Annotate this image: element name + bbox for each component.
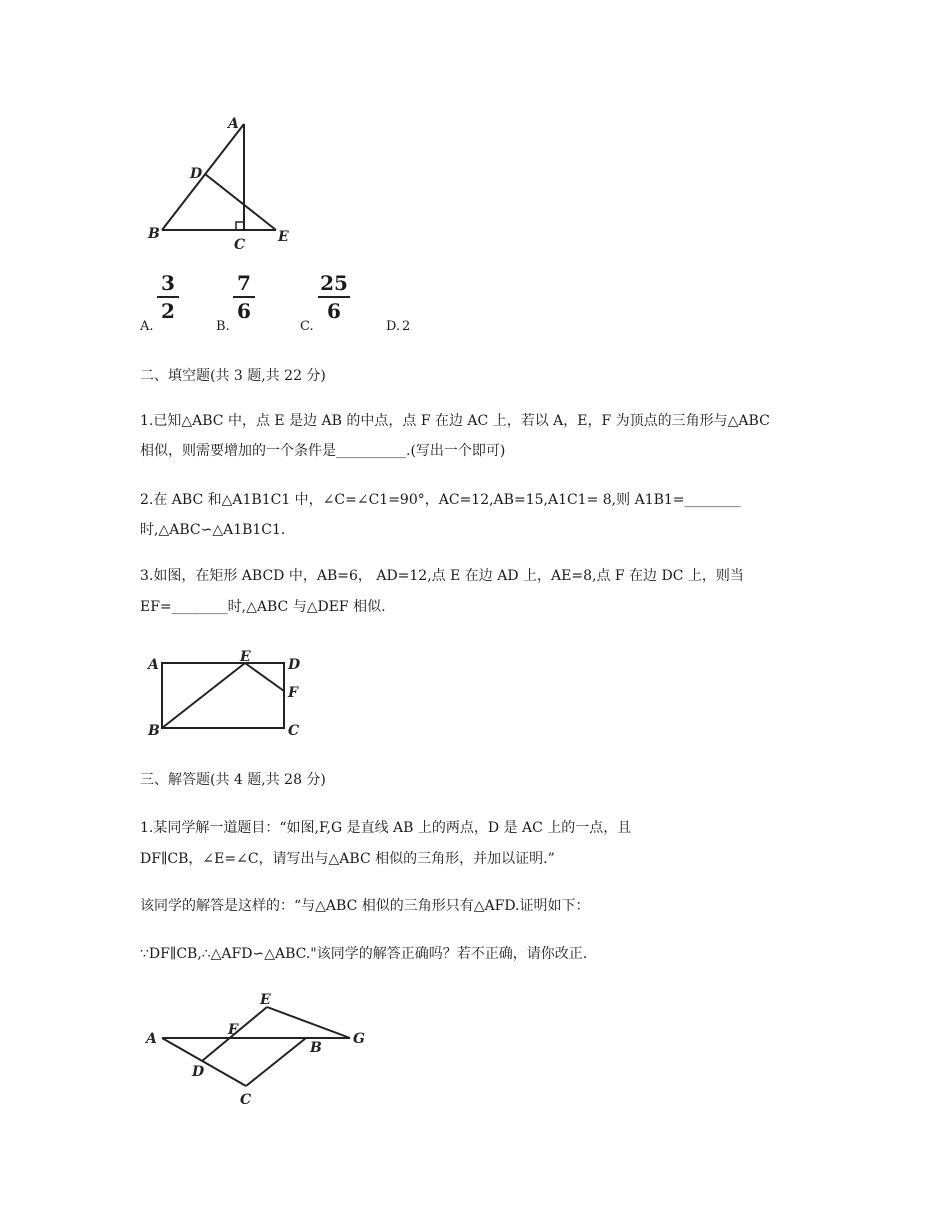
option-d-letter: D.: [386, 319, 401, 334]
option-b-numerator: 7: [237, 271, 251, 295]
fill-q2-line2: 时,△ABC∽△A1B1C1.: [140, 522, 286, 538]
fill-q1-line2: 相似，则需要增加的一个条件是__________.(写出一个即可): [140, 443, 506, 459]
option-a-fraction: [157, 272, 179, 322]
label-a: A: [146, 1031, 157, 1047]
option-b-fraction: [233, 272, 255, 322]
label-f: F: [288, 685, 298, 701]
label-e: E: [240, 649, 251, 665]
segment-eg: [267, 1007, 350, 1038]
segment-cb: [246, 1038, 306, 1086]
label-c: C: [288, 723, 300, 739]
label-g: G: [353, 1031, 365, 1047]
option-b-letter: B.: [216, 319, 230, 334]
fill-q3-line2: EF=________时,△ABC 与△DEF 相似.: [140, 599, 386, 615]
section3-heading: 三、解答题(共 4 题,共 28 分): [140, 772, 326, 788]
segment-be: [162, 663, 245, 728]
solve-q1-line3: 该同学的解答是这样的：“与△ABC 相似的三角形只有△AFD.证明如下：: [140, 898, 590, 914]
solve-q1-line2: DF∥CB，∠E=∠C，请写出与△ABC 相似的三角形，并加以证明.”: [140, 851, 555, 867]
label-d: D: [190, 166, 203, 182]
label-b: B: [310, 1040, 322, 1056]
label-a: A: [148, 657, 159, 673]
label-b: B: [148, 226, 160, 242]
label-d: D: [288, 657, 301, 673]
option-b-denominator: 6: [237, 299, 251, 323]
option-a-numerator: 3: [161, 271, 175, 295]
fill-q2-line1: 2.在 ABC 和△A1B1C1 中，∠C=∠C1=90°，AC=12,AB=15,A1C1= 8,则 A1B1=________: [140, 492, 741, 508]
segment-ab: [162, 124, 244, 230]
label-f: F: [228, 1022, 238, 1038]
option-c-numerator: 25: [320, 271, 348, 295]
right-angle-mark: [236, 222, 244, 230]
quadrilateral-figure: [140, 990, 380, 1115]
label-e: E: [278, 229, 289, 245]
fill-q1-line1: 1.已知△ABC 中，点 E 是边 AB 的中点，点 F 在边 AC 上，若以 A，E，F 为顶点的三角形与△ABC: [140, 413, 770, 429]
label-c: C: [234, 237, 246, 253]
option-a-denominator: 2: [161, 299, 175, 323]
triangle-figure: [140, 108, 310, 258]
solve-q1-line1: 1.某同学解一道题目：“如图,F,G 是直线 AB 上的两点，D 是 AC 上的一点，且: [140, 820, 632, 836]
solve-q1-line4: ∵DF∥CB,∴△AFD∽△ABC."该同学的解答正确吗？若不正确，请你改正.: [140, 946, 588, 962]
label-b: B: [148, 723, 160, 739]
label-e: E: [260, 992, 271, 1008]
option-c-letter: C.: [300, 319, 314, 334]
section2-heading: 二、填空题(共 3 题,共 22 分): [140, 368, 326, 384]
fill-q3-line1: 3.如图，在矩形 ABCD 中，AB=6， AD=12,点 E 在边 AD 上，AE=8,点 F 在边 DC 上，则当: [140, 568, 744, 584]
option-c-denominator: 6: [327, 299, 341, 323]
option-c-fraction: [318, 272, 350, 322]
label-a: A: [228, 116, 239, 132]
segment-ef: [245, 663, 284, 691]
option-a-letter: A.: [140, 319, 154, 334]
label-c: C: [240, 1092, 252, 1108]
label-d: D: [192, 1064, 205, 1080]
rectangle-abcd: [162, 663, 284, 728]
option-d-value: 2: [402, 319, 411, 334]
rectangle-figure: [140, 645, 310, 745]
